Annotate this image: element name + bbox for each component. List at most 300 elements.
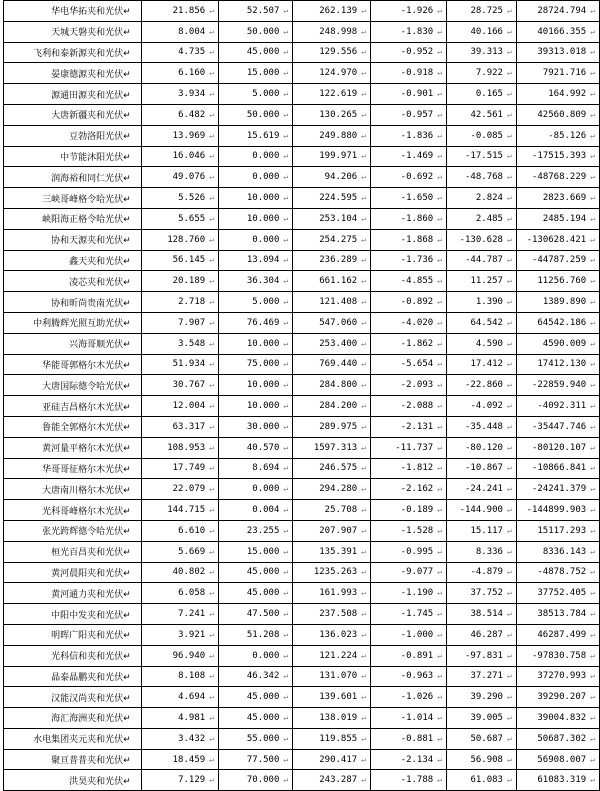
cell-text: 润海裕和同仁光伏↵ — [51, 173, 131, 184]
cell-end-mark: ↵ — [437, 650, 443, 660]
cell-end-mark: ↵ — [209, 26, 214, 36]
table-row — [4, 624, 600, 645]
cell-text: 0.000 — [252, 484, 280, 495]
station-name-cell — [4, 84, 142, 105]
table-row — [4, 396, 600, 417]
cell-end-mark: ↵ — [506, 255, 512, 265]
value-cell — [141, 500, 218, 521]
cell-end-mark: ↵ — [437, 629, 443, 639]
cell-text: -80.120 — [465, 442, 503, 453]
cell-end-mark: ↵ — [437, 255, 443, 265]
value-cell — [516, 708, 599, 729]
cell-text: 11256.760 — [537, 276, 587, 287]
cell-end-mark: ↵ — [437, 234, 443, 244]
cell-end-mark: ↵ — [590, 276, 595, 286]
cell-text: -10866.841 — [531, 463, 587, 474]
cell-text: -1.862 — [400, 338, 434, 349]
table-row — [4, 312, 600, 333]
cell-text: -4.092 — [470, 401, 503, 412]
cell-end-mark: ↵ — [361, 629, 366, 639]
cell-text: -97.831 — [465, 650, 503, 661]
cell-text: 39.005 — [470, 712, 503, 723]
value-cell — [516, 292, 599, 313]
cell-text: 亚硅吉昌格尔木光伏↵ — [42, 402, 131, 413]
cell-end-mark: ↵ — [283, 733, 289, 743]
station-name-cell — [4, 1, 142, 22]
cell-end-mark: ↵ — [361, 650, 366, 660]
cell-text: 8.004 — [178, 26, 206, 37]
cell-text: 290.417 — [319, 754, 358, 765]
cell-end-mark: ↵ — [590, 297, 595, 307]
cell-end-mark: ↵ — [506, 26, 512, 36]
cell-text: 15117.293 — [537, 525, 587, 536]
cell-text: 20.189 — [172, 276, 206, 287]
cell-text: 1.390 — [475, 297, 503, 308]
cell-end-mark: ↵ — [506, 5, 512, 15]
cell-text: -80120.107 — [531, 442, 587, 453]
cell-end-mark: ↵ — [283, 193, 289, 203]
station-name-cell — [4, 188, 142, 209]
cell-end-mark: ↵ — [283, 712, 289, 722]
cell-text: 3.432 — [178, 733, 206, 744]
cell-end-mark: ↵ — [506, 588, 512, 598]
value-cell — [447, 312, 517, 333]
cell-end-mark: ↵ — [283, 567, 289, 577]
value-cell — [218, 42, 292, 63]
table-row — [4, 125, 600, 146]
cell-text: -24.241 — [465, 484, 503, 495]
cell-text: 晶泰晶鹏夹和光伏↵ — [51, 672, 131, 683]
cell-text: 284.800 — [319, 380, 358, 391]
cell-end-mark: ↵ — [283, 5, 289, 15]
cell-end-mark: ↵ — [283, 276, 289, 286]
cell-text: 45.000 — [246, 712, 280, 723]
cell-text: 光科信和夹和光伏↵ — [51, 652, 131, 663]
cell-text: 2.718 — [178, 297, 206, 308]
cell-end-mark: ↵ — [437, 26, 443, 36]
cell-end-mark: ↵ — [209, 401, 214, 411]
cell-text: 5.000 — [252, 89, 280, 100]
cell-end-mark: ↵ — [437, 213, 443, 223]
cell-text: -1.836 — [400, 130, 434, 141]
station-name-cell — [4, 63, 142, 84]
cell-text: -0.995 — [400, 546, 434, 557]
value-cell — [516, 271, 599, 292]
cell-text: 4.735 — [178, 47, 206, 58]
value-cell — [293, 42, 371, 63]
value-cell — [447, 562, 517, 583]
cell-end-mark: ↵ — [506, 463, 512, 473]
cell-text: 37.752 — [470, 588, 503, 599]
cell-text: 兴海哥顺光伏↵ — [69, 340, 131, 351]
cell-end-mark: ↵ — [590, 130, 595, 140]
cell-text: -130.628 — [459, 234, 503, 245]
cell-text: -4.855 — [400, 276, 434, 287]
station-name-cell — [4, 562, 142, 583]
cell-end-mark: ↵ — [361, 401, 366, 411]
cell-text: 161.993 — [319, 588, 358, 599]
value-cell — [516, 749, 599, 770]
value-cell — [293, 271, 371, 292]
cell-text: 128.760 — [167, 234, 206, 245]
cell-text: -5.654 — [400, 359, 434, 370]
cell-end-mark: ↵ — [506, 650, 512, 660]
value-cell — [293, 1, 371, 22]
value-cell — [371, 624, 447, 645]
cell-text: 253.104 — [319, 213, 358, 224]
station-name-cell — [4, 125, 142, 146]
cell-text: 769.440 — [319, 359, 358, 370]
station-name-cell — [4, 770, 142, 791]
cell-text: 246.575 — [319, 463, 358, 474]
cell-text: 22.079 — [172, 484, 206, 495]
cell-text: 17.749 — [172, 463, 206, 474]
cell-text: 40166.355 — [537, 26, 587, 37]
cell-end-mark: ↵ — [506, 89, 512, 99]
value-cell — [218, 416, 292, 437]
value-cell — [516, 167, 599, 188]
cell-end-mark: ↵ — [209, 733, 214, 743]
value-cell — [516, 63, 599, 84]
cell-text: 13.969 — [172, 130, 206, 141]
cell-end-mark: ↵ — [361, 505, 366, 515]
cell-end-mark: ↵ — [590, 193, 595, 203]
table-row — [4, 437, 600, 458]
cell-end-mark: ↵ — [437, 47, 443, 57]
value-cell — [516, 21, 599, 42]
cell-text: 121.408 — [319, 297, 358, 308]
cell-text: -97830.758 — [531, 650, 587, 661]
cell-text: 8.336 — [475, 546, 503, 557]
value-cell — [141, 354, 218, 375]
cell-text: 249.880 — [319, 130, 358, 141]
cell-text: -1.026 — [400, 692, 434, 703]
value-cell — [371, 666, 447, 687]
cell-text: -0.085 — [470, 130, 503, 141]
value-cell — [141, 208, 218, 229]
station-name-cell — [4, 250, 142, 271]
cell-text: 661.162 — [319, 276, 358, 287]
cell-text: 黄河量平格尔木光伏↵ — [42, 444, 131, 455]
cell-end-mark: ↵ — [361, 692, 366, 702]
cell-text: 37752.405 — [537, 588, 587, 599]
cell-text: -17.515 — [465, 151, 503, 162]
cell-text: -2.162 — [400, 484, 434, 495]
cell-end-mark: ↵ — [283, 650, 289, 660]
cell-text: 6.160 — [178, 68, 206, 79]
cell-text: 凌芯夹和光伏↵ — [69, 277, 131, 288]
cell-text: 56908.007 — [537, 754, 587, 765]
value-cell — [447, 708, 517, 729]
value-cell — [516, 770, 599, 791]
cell-text: -48768.229 — [531, 172, 587, 183]
cell-end-mark: ↵ — [361, 213, 366, 223]
station-name-cell — [4, 583, 142, 604]
station-name-cell — [4, 728, 142, 749]
cell-end-mark: ↵ — [437, 172, 443, 182]
value-cell — [141, 458, 218, 479]
cell-text: 4.981 — [178, 712, 206, 723]
value-cell — [141, 104, 218, 125]
value-cell — [141, 312, 218, 333]
cell-text: 45.000 — [246, 692, 280, 703]
value-cell — [371, 583, 447, 604]
cell-end-mark: ↵ — [209, 546, 214, 556]
cell-end-mark: ↵ — [437, 525, 443, 535]
value-cell — [516, 500, 599, 521]
value-cell — [371, 125, 447, 146]
value-cell — [293, 645, 371, 666]
value-cell — [447, 624, 517, 645]
cell-text: 10.000 — [246, 213, 280, 224]
cell-end-mark: ↵ — [506, 172, 512, 182]
cell-end-mark: ↵ — [283, 775, 289, 785]
station-name-cell — [4, 312, 142, 333]
cell-end-mark: ↵ — [209, 276, 214, 286]
value-cell — [371, 229, 447, 250]
cell-end-mark: ↵ — [506, 754, 512, 764]
value-cell — [447, 292, 517, 313]
cell-end-mark: ↵ — [361, 47, 366, 57]
station-name-cell — [4, 104, 142, 125]
cell-end-mark: ↵ — [361, 421, 366, 431]
cell-text: -1.469 — [400, 151, 434, 162]
value-cell — [141, 604, 218, 625]
cell-text: 30.767 — [172, 380, 206, 391]
cell-text: 138.019 — [319, 712, 358, 723]
value-cell — [218, 188, 292, 209]
cell-end-mark: ↵ — [437, 297, 443, 307]
cell-end-mark: ↵ — [437, 193, 443, 203]
value-cell — [447, 333, 517, 354]
cell-text: -0.881 — [400, 733, 434, 744]
value-cell — [293, 104, 371, 125]
station-name-cell — [4, 146, 142, 167]
cell-text: -1.830 — [400, 26, 434, 37]
cell-text: 2.824 — [475, 193, 503, 204]
value-cell — [293, 396, 371, 417]
value-cell — [516, 188, 599, 209]
value-cell — [447, 146, 517, 167]
cell-end-mark: ↵ — [590, 442, 595, 452]
cell-end-mark: ↵ — [506, 213, 512, 223]
table-row — [4, 728, 600, 749]
value-cell — [141, 146, 218, 167]
cell-text: 协和天源夹和光伏↵ — [51, 236, 131, 247]
cell-end-mark: ↵ — [506, 130, 512, 140]
value-cell — [371, 541, 447, 562]
cell-text: 鑫天夹和光伏↵ — [69, 256, 131, 267]
value-cell — [516, 396, 599, 417]
cell-text: 光科哥峰格尔木光伏↵ — [42, 506, 131, 517]
value-cell — [218, 520, 292, 541]
value-cell — [218, 708, 292, 729]
table-row — [4, 666, 600, 687]
cell-text: -0.918 — [400, 68, 434, 79]
value-cell — [293, 292, 371, 313]
cell-end-mark: ↵ — [437, 68, 443, 78]
value-cell — [447, 396, 517, 417]
value-cell — [141, 84, 218, 105]
value-cell — [293, 666, 371, 687]
cell-end-mark: ↵ — [590, 255, 595, 265]
cell-text: 40.570 — [246, 442, 280, 453]
value-cell — [293, 437, 371, 458]
value-cell — [293, 21, 371, 42]
value-cell — [371, 292, 447, 313]
cell-end-mark: ↵ — [283, 130, 289, 140]
cell-text: 75.000 — [246, 359, 280, 370]
cell-text: 51.934 — [172, 359, 206, 370]
cell-text: 30.000 — [246, 421, 280, 432]
value-cell — [293, 583, 371, 604]
value-cell — [371, 520, 447, 541]
cell-end-mark: ↵ — [361, 484, 366, 494]
cell-end-mark: ↵ — [283, 505, 289, 515]
value-cell — [371, 21, 447, 42]
cell-end-mark: ↵ — [209, 5, 214, 15]
cell-text: 晏康德源夹和光伏↵ — [51, 69, 131, 80]
value-cell — [141, 396, 218, 417]
cell-text: 40.166 — [470, 26, 503, 37]
cell-text: -0.692 — [400, 172, 434, 183]
cell-text: 50.000 — [246, 109, 280, 120]
cell-text: 10.000 — [246, 380, 280, 391]
cell-end-mark: ↵ — [283, 359, 289, 369]
cell-text: 63.317 — [172, 421, 206, 432]
cell-end-mark: ↵ — [361, 567, 366, 577]
cell-text: 23.255 — [246, 525, 280, 536]
cell-text: 21.856 — [172, 5, 206, 16]
cell-end-mark: ↵ — [361, 359, 366, 369]
cell-end-mark: ↵ — [283, 109, 289, 119]
value-cell — [447, 541, 517, 562]
value-cell — [371, 604, 447, 625]
value-cell — [371, 84, 447, 105]
cell-text: 236.289 — [319, 255, 358, 266]
cell-end-mark: ↵ — [209, 754, 214, 764]
value-cell — [293, 562, 371, 583]
cell-text: 122.619 — [319, 89, 358, 100]
cell-end-mark: ↵ — [361, 151, 366, 161]
value-cell — [447, 645, 517, 666]
value-cell — [447, 104, 517, 125]
cell-text: 108.953 — [167, 442, 206, 453]
cell-end-mark: ↵ — [590, 338, 595, 348]
cell-end-mark: ↵ — [506, 505, 512, 515]
value-cell — [141, 770, 218, 791]
value-cell — [218, 21, 292, 42]
station-name-cell — [4, 458, 142, 479]
cell-text: -1.868 — [400, 234, 434, 245]
value-cell — [516, 666, 599, 687]
value-cell — [516, 125, 599, 146]
cell-text: -22.860 — [465, 380, 503, 391]
cell-text: 46.342 — [246, 671, 280, 682]
cell-text: -4092.311 — [537, 401, 587, 412]
cell-text: -22859.940 — [531, 380, 587, 391]
cell-end-mark: ↵ — [590, 401, 595, 411]
value-cell — [447, 500, 517, 521]
cell-end-mark: ↵ — [506, 47, 512, 57]
station-name-cell — [4, 208, 142, 229]
cell-text: 7.241 — [178, 609, 206, 619]
cell-end-mark: ↵ — [506, 317, 512, 327]
cell-text: 0.000 — [252, 172, 280, 183]
cell-end-mark: ↵ — [361, 5, 366, 15]
cell-text: 139.601 — [319, 692, 358, 703]
value-cell — [218, 396, 292, 417]
cell-text: 45.000 — [246, 588, 280, 599]
cell-text: 131.070 — [319, 671, 358, 682]
value-cell — [447, 167, 517, 188]
cell-text: 三峡哥峰格令哈光伏↵ — [42, 194, 131, 205]
cell-text: 224.595 — [319, 193, 358, 204]
cell-end-mark: ↵ — [283, 754, 289, 764]
value-cell — [218, 292, 292, 313]
value-cell — [218, 312, 292, 333]
value-cell — [218, 208, 292, 229]
cell-text: 51.208 — [246, 629, 280, 640]
value-cell — [447, 604, 517, 625]
cell-end-mark: ↵ — [590, 609, 595, 618]
cell-end-mark: ↵ — [209, 629, 214, 639]
cell-end-mark: ↵ — [209, 588, 214, 598]
cell-text: 50.000 — [246, 26, 280, 37]
cell-end-mark: ↵ — [506, 359, 512, 369]
table-row — [4, 104, 600, 125]
cell-text: -0.891 — [400, 650, 434, 661]
cell-text: 121.224 — [319, 650, 358, 661]
cell-end-mark: ↵ — [506, 546, 512, 556]
cell-text: 70.000 — [246, 775, 280, 786]
cell-end-mark: ↵ — [437, 733, 443, 743]
value-cell — [447, 271, 517, 292]
cell-end-mark: ↵ — [209, 359, 214, 369]
value-cell — [371, 749, 447, 770]
cell-text: 天城天磐夹和光伏↵ — [51, 28, 131, 39]
cell-text: -1.000 — [400, 629, 434, 640]
value-cell — [516, 1, 599, 22]
cell-text: 10.000 — [246, 338, 280, 349]
cell-text: 119.855 — [319, 733, 358, 744]
value-cell — [293, 604, 371, 625]
cell-end-mark: ↵ — [283, 629, 289, 639]
cell-text: 15.000 — [246, 546, 280, 557]
value-cell — [516, 42, 599, 63]
cell-end-mark: ↵ — [283, 338, 289, 348]
cell-end-mark: ↵ — [506, 442, 512, 452]
station-name-cell — [4, 271, 142, 292]
cell-end-mark: ↵ — [209, 671, 214, 681]
cell-end-mark: ↵ — [209, 297, 214, 307]
cell-end-mark: ↵ — [361, 546, 366, 556]
cell-end-mark: ↵ — [361, 609, 366, 618]
value-cell — [293, 708, 371, 729]
cell-text: 243.287 — [319, 775, 358, 786]
cell-end-mark: ↵ — [283, 546, 289, 556]
table-row — [4, 416, 600, 437]
cell-text: 1597.313 — [313, 442, 358, 453]
value-cell — [371, 375, 447, 396]
value-cell — [141, 728, 218, 749]
value-cell — [141, 333, 218, 354]
value-cell — [293, 728, 371, 749]
value-cell — [218, 728, 292, 749]
value-cell — [141, 21, 218, 42]
cell-text: 17412.130 — [537, 359, 587, 370]
value-cell — [447, 520, 517, 541]
